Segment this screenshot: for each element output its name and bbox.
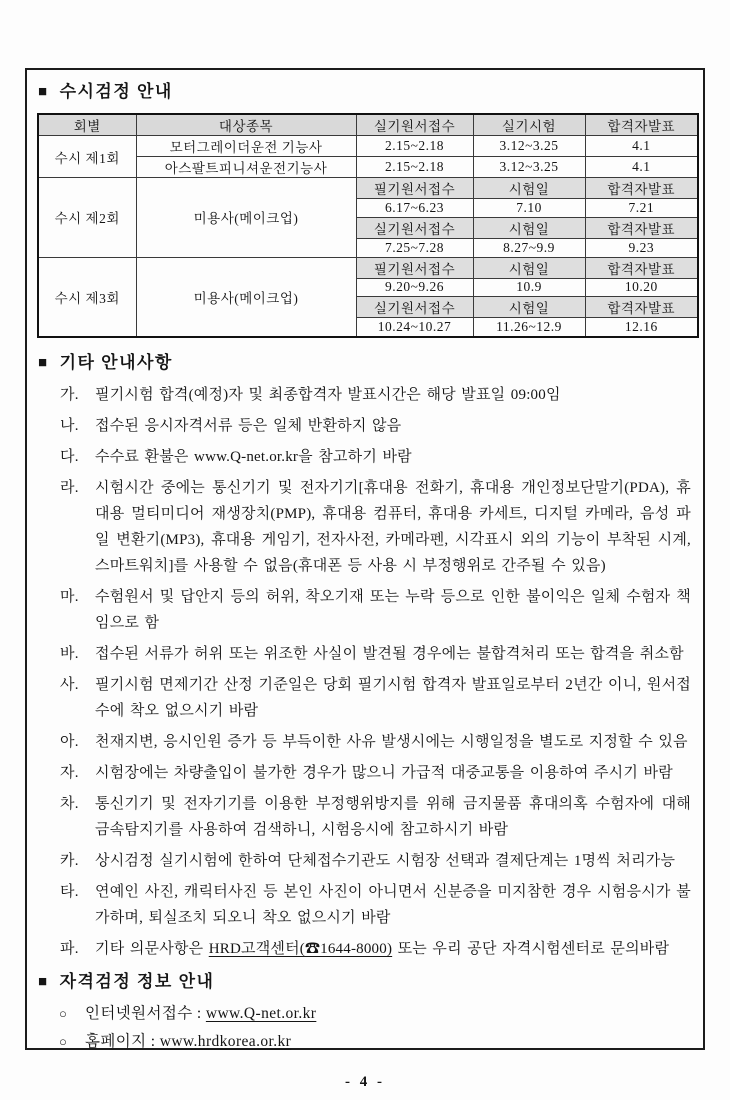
- item-text: 접수된 서류가 허위 또는 위조한 사실이 발견될 경우에는 불합격처리 또는 합격을 취소함: [95, 646, 684, 663]
- circle-bullet-icon: ○: [59, 1006, 68, 1022]
- item-label: 바.: [60, 646, 79, 663]
- table-cell: 10.9: [473, 278, 585, 297]
- table-cell: 11.26~12.9: [473, 318, 585, 337]
- subhead-cell: 합격자발표: [585, 217, 698, 238]
- list-item-da: [37, 444, 691, 470]
- table-cell: 3.12~3.25: [473, 157, 585, 178]
- page-number: - 4 -: [345, 1074, 385, 1090]
- item-text: 필기시험 합격(예정)자 및 최종합격자 발표시간은 해당 발표일 09:00임: [95, 387, 561, 404]
- table-cell: 9.23: [585, 238, 698, 257]
- subhead-cell: 시험일: [473, 178, 585, 199]
- item-label: 사.: [60, 677, 79, 694]
- subject-cell: 미용사(메이크업): [136, 178, 356, 258]
- table-header-cell: 실기원서접수: [356, 114, 473, 136]
- table-header-cell: 회별: [38, 114, 136, 136]
- round-cell: 수시 제2회: [38, 178, 136, 258]
- list-item-ba: [37, 641, 691, 667]
- item-text: 천재지변, 응시인원 증가 등 부득이한 사유 발생시에는 시행일정을 별도로 지정할 수 있음: [95, 734, 688, 751]
- table-cell: 4.1: [585, 157, 698, 178]
- item-text: 통신기기 및 전자기기를 이용한 부정행위방지를 위해 금지물품 휴대의혹 수험자에 대해 금속탐지기를 사용하여 검색하니, 시험응시에 참고하시기 바람: [95, 796, 691, 839]
- list-item-ja: [37, 760, 691, 786]
- item-label: 나.: [60, 418, 79, 435]
- table-header-row: [38, 114, 698, 136]
- table-cell: 3.12~3.25: [473, 136, 585, 157]
- item-label: 자.: [60, 765, 79, 782]
- list-item-sa: [37, 672, 691, 724]
- item-text: 연예인 사진, 캐릭터사진 등 본인 사진이 아니면서 신분증을 미지참한 경우 시험응시가 불가하며, 퇴실조치 되오니 착오 없으시기 바람: [95, 884, 691, 927]
- subhead-cell: 시험일: [473, 217, 585, 238]
- item-label: 아.: [60, 734, 79, 751]
- item-text: 접수된 응시자격서류 등은 일체 반환하지 않음: [95, 418, 402, 435]
- list-item-ma: [37, 584, 691, 636]
- section-title-etc: [38, 353, 691, 373]
- item-label: 카.: [60, 853, 79, 870]
- section-title-text: 자격검정 정보 안내: [59, 972, 215, 992]
- table-cell: 7.10: [473, 199, 585, 218]
- square-bullet-icon: ■: [38, 973, 49, 990]
- list-item-ra: [37, 475, 691, 579]
- item-label: 다.: [60, 449, 79, 466]
- section-title-text: 수시검정 안내: [59, 82, 173, 101]
- subhead-cell: 실기원서접수: [356, 297, 473, 318]
- table-cell: 7.25~7.28: [356, 238, 473, 257]
- info-label: 인터넷원서접수 :: [85, 1005, 206, 1023]
- table-cell: 6.17~6.23: [356, 199, 473, 218]
- square-bullet-icon: ■: [38, 83, 49, 100]
- item-text-suffix: 또는 우리 공단 자격시험센터로 문의바람: [392, 941, 670, 958]
- info-list: [37, 1000, 691, 1056]
- item-text: 수수료 환불은 www.Q-net.or.kr을 참고하기 바람: [95, 449, 412, 466]
- hrdkorea-url-link: www.hrdkorea.or.kr: [159, 1033, 292, 1051]
- item-text: 상시검정 실기시험에 한하여 단체접수기관도 시험장 선택과 결제단계는 1명씩 처리가능: [95, 853, 676, 870]
- info-item-homepage: [37, 1028, 691, 1056]
- table-cell: 12.16: [585, 318, 698, 337]
- item-label: 가.: [60, 387, 79, 404]
- table-header-cell: 합격자발표: [585, 114, 698, 136]
- round-cell: 수시 제1회: [38, 136, 136, 178]
- round-cell: 수시 제3회: [38, 257, 136, 337]
- info-item-internet-application: [37, 1000, 691, 1028]
- table-row: [38, 257, 698, 278]
- table-cell: 2.15~2.18: [356, 157, 473, 178]
- subhead-cell: 합격자발표: [585, 178, 698, 199]
- subhead-cell: 합격자발표: [585, 297, 698, 318]
- table-row: [38, 178, 698, 199]
- item-label: 파.: [60, 941, 79, 958]
- item-text: 시험시간 중에는 통신기기 및 전자기기[휴대용 전화기, 휴대용 개인정보단말기(PDA), 휴대용 멀티미디어 재생장치(PMP), 휴대용 컴퓨터, 휴대용 카세트, 디지털 카메라, 음성 파일 변환기(MP3), 휴대용 게임기, 전자사전, 카메라펜, 시각표시 외의 기능이 부착된 시계, 스마트워치]를 사용할 수 없음(휴대폰 등 사용 시 부정행위로 간주될 수 있음): [95, 480, 691, 575]
- table-cell: 2.15~2.18: [356, 136, 473, 157]
- subhead-cell: 실기원서접수: [356, 217, 473, 238]
- table-header-cell: 대상종목: [136, 114, 356, 136]
- table-header-cell: 실기시험: [473, 114, 585, 136]
- table-cell: 8.27~9.9: [473, 238, 585, 257]
- item-text: 시험장에는 차량출입이 불가한 경우가 많으니 가급적 대중교통을 이용하여 주시기 바람: [95, 765, 673, 782]
- item-text: 필기시험 면제기간 산정 기준일은 당회 필기시험 합격자 발표일로부터 2년간 이니, 원서접수에 착오 없으시기 바람: [95, 677, 691, 720]
- list-item-ta: [37, 879, 691, 931]
- list-item-pa: [37, 936, 691, 962]
- table-cell: 7.21: [585, 199, 698, 218]
- circle-bullet-icon: ○: [59, 1034, 68, 1050]
- section-title-text: 기타 안내사항: [59, 353, 173, 373]
- section-title-info: [38, 972, 691, 992]
- exam-schedule-table: [37, 113, 699, 338]
- table-row: [38, 136, 698, 157]
- subject-cell: 미용사(메이크업): [136, 257, 356, 337]
- table-cell: 10.24~10.27: [356, 318, 473, 337]
- section-title-susi: [38, 82, 691, 102]
- item-label: 마.: [60, 589, 79, 606]
- subhead-cell: 시험일: [473, 297, 585, 318]
- item-label: 라.: [60, 480, 79, 497]
- subhead-cell: 필기원서접수: [356, 178, 473, 199]
- list-item-na: [37, 413, 691, 439]
- list-item-ah: [37, 729, 691, 755]
- page-border-frame: [25, 68, 705, 1050]
- info-label: 홈페이지 :: [85, 1033, 160, 1051]
- square-bullet-icon: ■: [38, 354, 49, 371]
- list-item-ga: [37, 382, 691, 408]
- subject-cell: 아스팔트피니셔운전기능사: [136, 157, 356, 178]
- subject-cell: 모터그레이더운전 기능사: [136, 136, 356, 157]
- table-cell: 9.20~9.26: [356, 278, 473, 297]
- item-label: 차.: [60, 796, 79, 813]
- hrd-callcenter-phone: HRD고객센터(☎1644-8000): [208, 941, 393, 958]
- notice-list: [37, 382, 691, 962]
- qnet-url-link: www.Q-net.or.kr: [205, 1005, 317, 1023]
- item-text-prefix: 기타 의문사항은: [95, 941, 209, 958]
- subhead-cell: 시험일: [473, 257, 585, 278]
- table-cell: 4.1: [585, 136, 698, 157]
- item-text: [95, 941, 669, 957]
- list-item-ka: [37, 848, 691, 874]
- subhead-cell: 합격자발표: [585, 257, 698, 278]
- subhead-cell: 필기원서접수: [356, 257, 473, 278]
- list-item-cha: [37, 791, 691, 843]
- table-cell: 10.20: [585, 278, 698, 297]
- item-text: 수험원서 및 답안지 등의 허위, 착오기재 또는 누락 등으로 인한 불이익은 일체 수험자 책임으로 함: [95, 589, 691, 632]
- table-row: [38, 157, 698, 178]
- item-label: 타.: [60, 884, 79, 901]
